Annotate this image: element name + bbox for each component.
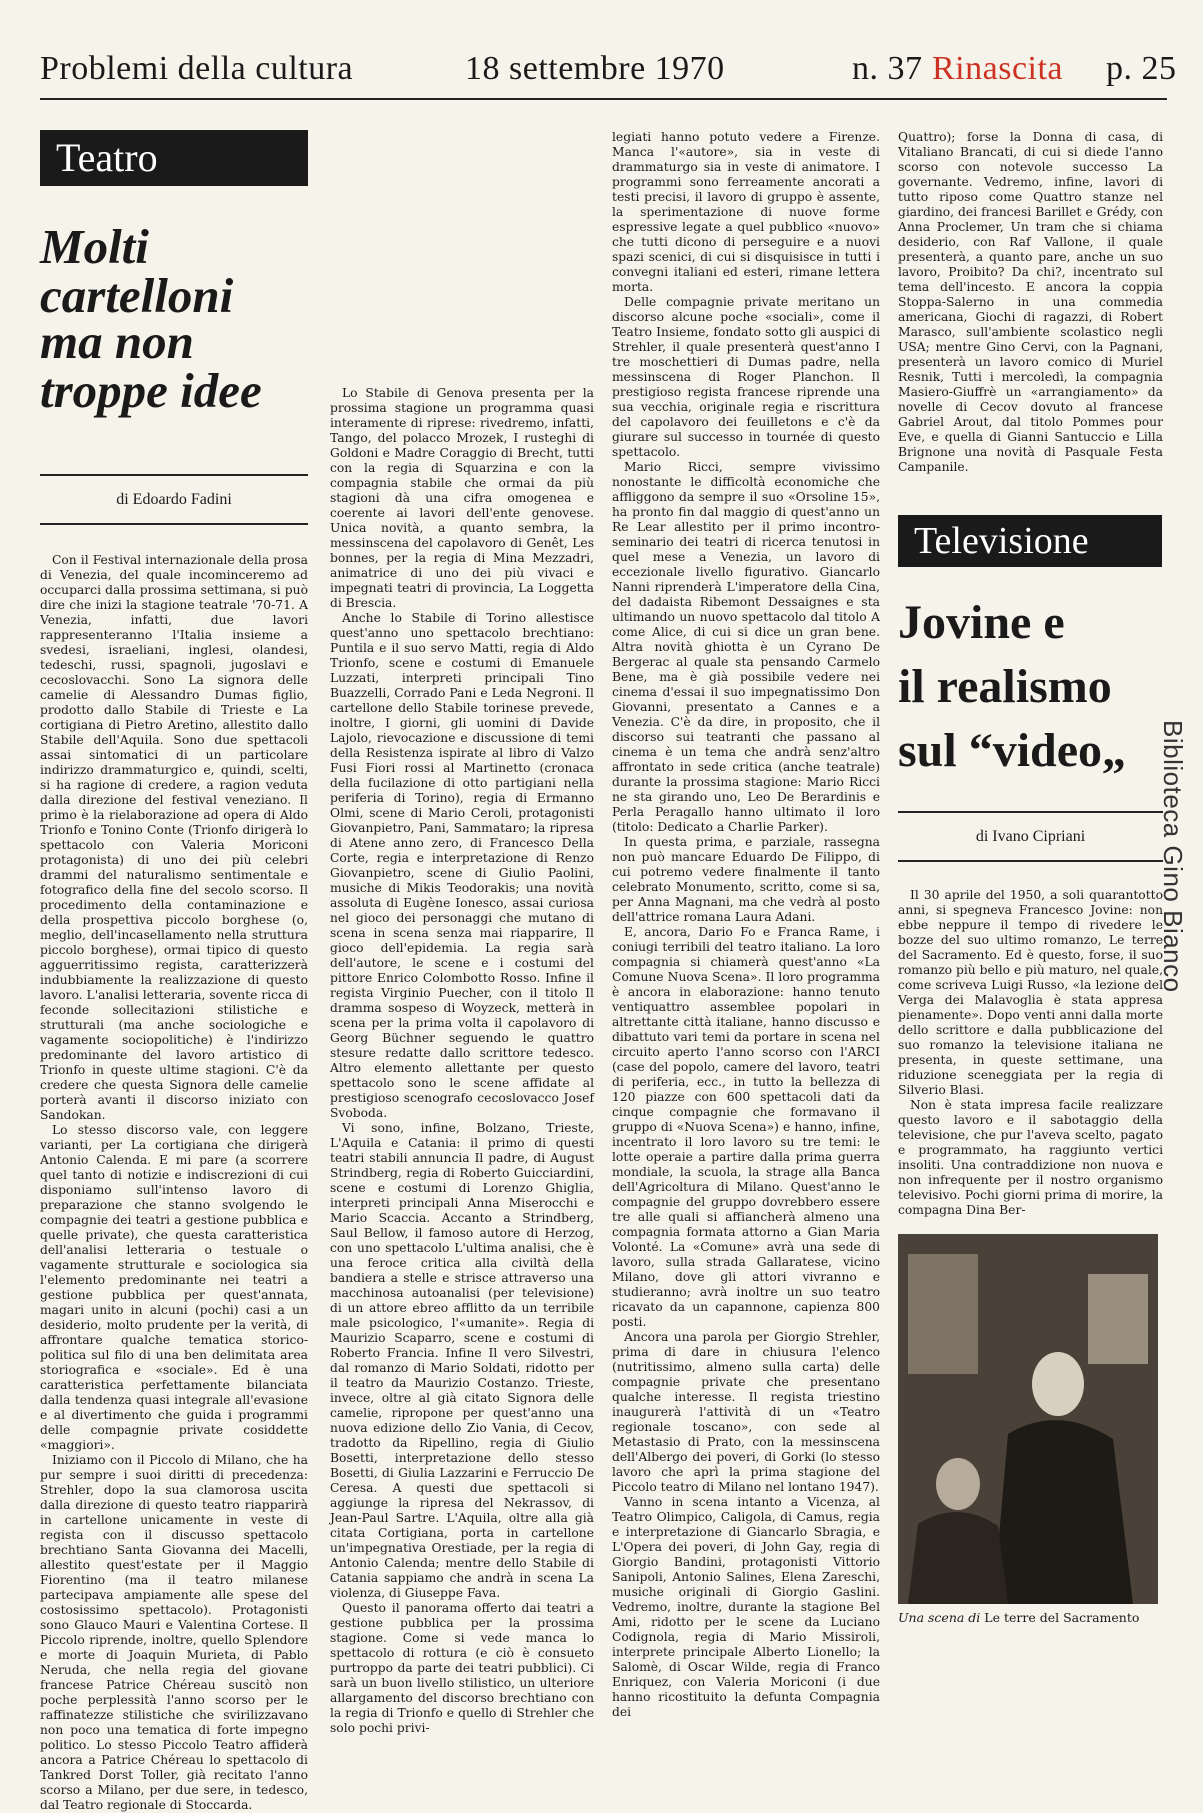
paragraph: legiati hanno potuto vedere a Firenze. Manca l'«autore», sia in veste di drammaturgo sia in veste di animatore. I programmi sono ferreamente ancorati a testi precisi, il lavoro di gruppo è assente, la sperimentazione di nuove forme espressive legate a quel pubblico «nuovo» che tutti dicono di perseguire e a nuovi spazi scenici, di cui si disquisisce in tutti i convegni italiani ed esteri, rimane lettera morta. [612, 130, 880, 294]
paragraph: Questo il panorama offerto dai teatri a gestione pubblica per la prossima stagione. Come si vede manca lo spettacolo di rottura (e ciò è consueto purtroppo da parte dei teatri pubblici). Ci sarà un buon livello stilistico, un ulteriore allargamento del discorso brechtiano con la regia di Trionfo e quello di Strehler che solo pochi privi- [330, 1601, 594, 1735]
paragraph: E, ancora, Dario Fo e Franca Rame, i coniugi terribili del teatro italiano. La loro compagnia si chiamerà quest'anno «La Comune Nuova Scena». Il loro programma è ancora in elaborazione: hanno tenuto ventiquattro assemblee popolari in altrettante città italiane, hanno discusso e dibattuto vari temi da portare in scena nel circuito aperto l'anno scorso con l'ARCI (case del popolo, camere del lavoro, teatri di periferia, ecc., in tutto la bellezza di 120 piazze con 600 spettacoli dati da cinque compagnie che formavano il gruppo di «Nuova Scena») e hanno, infine, incentrato il loro lavoro su tre temi: le lotte operaie a partire dalla prima guerra mondiale, la scuola, la strage alla Banca dell'Agricoltura di Milano. Quest'anno le compagnie del gruppo dovrebbero essere tre alle quali si affiancherà almeno una compagnia formata attorno a Gian Maria Volonté. La «Comune» avrà una sede di lavoro, sulla strada Gallaratese, vicino Milano, dove gli attori vivranno e studieranno; avrà inoltre un suo teatro ricavato da un capannone, capienza 800 posti. [612, 925, 880, 1329]
tv-headline-line-2: il realismo [898, 660, 1112, 713]
tv-headline-line-1: Jovine e [898, 596, 1065, 649]
section-tag-televisione: Televisione [898, 515, 1162, 567]
column-2 [330, 386, 594, 1735]
headline-line-2: ma non troppe idee [40, 314, 262, 418]
issue-number: n. 37 [852, 50, 923, 87]
paragraph: Lo Stabile di Genova presenta per la prossima stagione un programma quasi interamente di riprese: rivedremo, infatti, Tango, del polacco Mrozek, I rusteghi di Goldoni e Madre Coraggio di Brecht, tutti con la regia di Squarzina e con la compagnia stabile che ormai da più stagioni dà una cifra omogenea e coerente ai lavori dell'ente genovese. Unica novità, a quanto sembra, la messinscena del capolavoro di Genêt, Les bonnes, per la regia di Mina Mezzadri, animatrice di uno dei più vivaci e impegnati teatri di provincia, La Loggetta di Brescia. [330, 386, 594, 610]
photo-caption [898, 1610, 1163, 1625]
paragraph: Delle compagnie private meritano un discorso alcune poche «sociali», come il Teatro Insieme, fondato sotto gli auspici di Strehler, il quale presenterà quest'anno I tre moschettieri di Dumas padre, nella messinscena di Roger Planchon. Il prestigioso regista francese riprende una sua vecchia, originale regia e riscrittura del capolavoro dei feuilletons e c'è da giurare sul successo in tournée di questo spettacolo. [612, 295, 880, 459]
paragraph: Mario Ricci, sempre vivissimo nonostante le difficoltà economiche che affliggono da sempre il suo «Orsoline 15», ha pronto fin dal maggio di quest'anno un Re Lear allestito per il primo incontro-seminario dei teatri di ricerca tenutosi in quel mese a Venezia, un lavoro di eccezionale livello figurativo. Giancarlo Nanni riprenderà L'imperatore della Cina, del dadaista Ribemont Dessaignes e sta ultimando un nuovo spettacolo dal titolo A come Alice, di cui si dice un gran bene. Altra novità ghiotta è un Cyrano De Bergerac al quale sta pensando Carmelo Bene, ma è già possibile vedere nei cinema d'essai il suo impegnatissimo Don Giovanni, presentato a Cannes e a Venezia. C'è da dire, in proposito, che il discorso sui teatranti che passano al cinema è un tema che andrà senz'altro affrontato in sede critica (anche teatrale) durante la prossima stagione: Mario Ricci ne sta girando uno, Leo De Berardinis e Perla Peragallo hanno ultimato il loro (titolo: Dedicato a Charlie Parker). [612, 460, 880, 834]
teatro-text-col1 [40, 553, 308, 1813]
paragraph: Con il Festival internazionale della prosa di Venezia, del quale incominceremo ad occuparci dalla prossima settimana, si può dire che inizi la stagione teatrale '70-71. A Venezia, infatti, due lavori rappresenteranno l'Italia insieme a svedesi, israeliani, inglesi, olandesi, tedeschi, russi, spagnoli, jugoslavi e cecoslovacchi. Sono La signora delle camelie di Alessandro Dumas figlio, prodotto dallo Stabile di Trieste e La cortigiana di Pietro Aretino, allestito dallo Stabile dell'Aquila. Sono due spettacoli assai sintomatici di un particolare indirizzo drammaturgico e, quindi, scelti, si ha ragione di credere, a ragion veduta dalla direzione del festival veneziano. Il primo è la rielaborazione ad opera di Aldo Trionfo e Tonino Conte (Trionfo dirigerà lo spettacolo con Valeria Moriconi protagonista) di uno dei più celebri drammi del naturalismo sentimentale e fotografico della fine del secolo scorso. Il procedimento della contaminazione e della prospettiva piccolo borghese (o, meglio, dell'incasellamento nella struttura piccolo borghese), ormai tipico di questo agguerritissimo regista, caratterizzerà indubbiamente la realizzazione di questo lavoro. L'analisi letteraria, sovente ricca di feconde sollecitazioni stilistiche e strutturali (ma anche sociologiche e vagamente sociopolitiche) è l'indirizzo predominante del lavoro artistico di Trionfo in queste ultime stagioni. C'è da credere che questa Signora delle camelie porterà avanti il discorso iniziato con Sandokan. [40, 553, 308, 1122]
televisione-text [898, 888, 1163, 1218]
paragraph: Non è stata impresa facile realizzare questo lavoro e il sabotaggio della televisione, che pur l'aveva scelto, pagato e programmato, ha raggiunto vertici insoliti. Una contraddizione non nuova e non infrequente per il nostro organismo televisivo. Pochi giorni prima di morire, la compagna Dina Ber- [898, 1098, 1163, 1217]
paragraph: Quattro); forse la Donna di casa, di Vitaliano Brancati, di cui si diede l'anno scorso con notevole successo La governante. Vedremo, infine, lavori di tutto riposo come Quattro stanze nel giardino, dei francesi Barillet e Grédy, con Anna Proclemer, Un tram che si chiama desiderio, con Raf Vallone, il quale presenterà, a quanto pare, anche un suo lavoro, Proibito? Da chi?, incentrato sul tema dell'incesto. E ancora la coppia Stoppa-Salerno in una commedia americana, Giochi di ragazzi, di Robert Marasco, sull'ambiente scolastico negli USA; mentre Gino Cervi, con la Pagnani, presenterà un lavoro comico di Muriel Resnik, Tutti i mercoledì, la compagnia Masiero-Giuffrè un «arrangiamento» da novelle di Cecov dovuto al francese Gabriel Arout, dal titolo Pommes pour Eve, e quella di Gianni Santuccio e Lilla Brignone una novità di Pasquale Festa Campanile. [898, 130, 1163, 474]
paragraph: Anche lo Stabile di Torino allestisce quest'anno uno spettacolo brechtiano: Puntila e il suo servo Matti, regia di Aldo Trionfo, scene e costumi di Emanuele Luzzati, interpreti principali Tino Buazzelli, Corrado Pani e Leda Negroni. Il cartellone dello Stabile torinese prevede, inoltre, I giorni, gli uomini di Davide Lajolo, rievocazione e discussione di temi della Resistenza ispirate al libro di Valzo Fusi Fiori rossi al Martinetto (cronaca della fucilazione di otto partigiani nella periferia di Torino), regia di Ermanno Olmi, scene di Mario Ceroli, protagonisti Giovanpietro, Pani, Sammataro; la ripresa di Atene anno zero, di Francesco Della Corte, regia e interpretazione di Renzo Giovanpietro, scene di Giulio Paolini, musiche di Mikis Teodorakis; una novità assoluta di Eugène Ionesco, assai curiosa nel gioco dei personaggi che mutano di scena in scena senza mai riapparire, Il gioco dell'epidemia. La regia sarà dell'autore, le scene e i costumi del pittore Enrico Colombotto Rosso. Infine il regista Virginio Puecher, con il titolo Il dramma sospeso di Woyzeck, metterà in scena per la prima volta il capolavoro di Georg Büchner seguendo le quattro stesure redatte dallo scrittore tedesco. Altro elemento allettante per questo spettacolo sono le scene affidate al prestigioso scenografo cecoslovacco Josef Svoboda. [330, 611, 594, 1120]
library-watermark: Biblioteca Gino Bianco [1158, 720, 1188, 993]
page-number: p. 25 [1106, 50, 1177, 87]
scene-photo-figures [898, 1234, 1158, 1604]
tv-headline-line-3: sul “video„ [898, 724, 1127, 777]
scene-photo [898, 1234, 1158, 1604]
issue-date: 18 settembre 1970 [465, 50, 725, 87]
paragraph: Iniziamo con il Piccolo di Milano, che ha pur sempre i suoi diritti di precedenza: Strehler, dopo la sua clamorosa uscita dalla direzione di questo teatro riapparirà in cartellone unicamente in veste di regista con il discusso spettacolo brechtiano Santa Giovanna dei Macelli, allestito quest'estate per il Maggio Fiorentino (ma il teatro milanese partecipava ampiamente alle spese del costosissimo spettacolo). Protagonisti sono Glauco Mauri e Valentina Cortese. Il Piccolo riprende, inoltre, quello Splendore e morte di Joaquin Murieta, di Pablo Neruda, che nella regia del giovane francese Patrice Chéreau suscitò non poche perplessità l'anno scorso per le raffinatezze stilistiche che svirilizzavano non poco una tematica di forte impegno politico. Lo stesso Piccolo Teatro affiderà ancora a Patrice Chéreau lo spettacolo di Tankred Dorst Toller, già recitato l'anno scorso a Milano, per due sere, in tedesco, dal Teatro regionale di Stoccarda. [40, 1453, 308, 1812]
caption-title: Le terre del Sacramento [984, 1610, 1140, 1625]
paragraph: In questa prima, e parziale, rassegna non può mancare Eduardo De Filippo, di cui potremo vedere finalmente il tanto celebrato Monumento, scritto, come si sa, per Anna Magnani, ma che vedrà al posto dell'attrice romana Laura Adani. [612, 835, 880, 924]
paragraph: Vi sono, infine, Bolzano, Trieste, L'Aquila e Catania: il primo di questi teatri stabili annuncia Il padre, di August Strindberg, regia di Roberto Guicciardini, scene e costumi di Lorenzo Ghiglia, interpreti principali Anna Miserocchi e Mario Scaccia. Accanto a Strindberg, Saul Bellow, il famoso autore di Herzog, con uno spettacolo L'ultima analisi, che è una feroce critica alla civiltà della bandiera a stelle e strisce attraverso una macchinosa autoanalisi (per televisione) di un attore ebreo afflitto da un terribile male psicologico, l'«umanite». Regia di Maurizio Scaparro, scene e costumi di Roberto Francia. Infine Il vero Silvestri, dal romanzo di Mario Soldati, ridotto per il teatro da Maurizio Costanzo. Trieste, invece, oltre al già citato Signora delle camelie, ripropone per quest'anno una nuova edizione dello Zio Vania, di Cecov, tradotto da Ripellino, regia di Giulio Bosetti, interpretazione dello stesso Bosetti, di Giulia Lazzarini e Ferruccio De Ceresa. A questi due spettacoli si aggiunge la ripresa del Nekrassov, di Jean-Paul Sartre. L'Aquila, oltre alla già citata Cortigiana, porta in cartellone un'impegnativa Orestiade, per la regia di Antonio Calenda; mentre dello Stabile di Catania sappiamo che andrà in scena La violenza, di Giuseppe Fava. [330, 1121, 594, 1600]
televisione-headline [898, 596, 1163, 791]
headline-line-1: Molti cartelloni [40, 219, 234, 323]
column-1 [40, 130, 308, 1812]
paragraph: Ancora una parola per Giorgio Strehler, prima di dare in chiusura l'elenco (nutritissimo, almeno sulla carta) delle compagnie private che presentano qualche interesse. Il regista triestino inaugurerà l'attività di un «Teatro regionale toscano», con sede al Metastasio di Prato, con la messinscena dell'Albergo dei poveri, di Gorki (lo stesso lavoro che aprì la prima stagione del Piccolo teatro di Milano nel lontano 1947). [612, 1330, 880, 1494]
paragraph: Lo stesso discorso vale, con leggere varianti, per La cortigiana che dirigerà Antonio Calenda. E mi pare (a scorrere quel tanto di notizie e indiscrezioni di cui disponiamo sull'intenso lavoro di preparazione che stanno svolgendo le compagnie dei teatri a gestione pubblica e quelle private), che questa caratteristica dell'analisi letteraria o testuale o vagamente strutturale e sociologica sia l'elemento predominante nei teatri a gestione pubblica per quest'annata, magari unito in alcuni (pochi) casi a un desiderio, molto prudente per la verità, di affrontare qualche tematica storico-politica sul filo di una ben delimitata area storiografica e «sociale». Ed è una caratteristica perfettamente bilanciata dalla tendenza quasi integrale all'evasione e al divertimento che guida i programmi delle compagnie private cosiddette «maggiori». [40, 1123, 308, 1452]
section-title: Problemi della cultura [40, 50, 354, 87]
column-3 [612, 130, 880, 1719]
section-tag-teatro: Teatro [40, 130, 308, 186]
column-4 [898, 130, 1163, 1690]
page-header [40, 50, 1177, 100]
televisione-byline: di Ivano Cipriani [898, 811, 1163, 862]
paragraph: Vanno in scena intanto a Vicenza, al Teatro Olimpico, Caligola, di Camus, regia e interpretazione di Giancarlo Sbragia, e L'Opera dei poveri, di John Gay, regia di Giorgio Bandini, protagonisti Vittorio Sanipoli, Antonio Salines, Elena Zareschi, musiche originali di Giorgio Gaslini. Vedremo, inoltre, durante la stagione Bel Ami, ridotto per le scene da Luciano Codignola, regia di Mario Missiroli, interprete principale Alberto Lionello; la Salomè, di Oscar Wilde, regia di Franco Enriquez, con Valeria Moriconi (i due hanno ricostituito la defunta Compagnia dei [612, 1495, 880, 1719]
teatro-headline [40, 219, 308, 418]
paragraph: Il 30 aprile del 1950, a soli quarantotto anni, si spegneva Francesco Jovine: non ebbe neppure il tempo di rivedere le bozze del suo ultimo romanzo, Le terre del Sacramento. Ed è questo, forse, il suo romanzo più bello e più maturo, nel quale, come scriveva Luigi Russo, «la lezione del Verga dei Malavoglia è stata appresa pienamente». Dopo venti anni dalla morte dello scrittore e dalla pubblicazione del suo romanzo la televisione italiana ne presenta, in queste settimane, una riduzione sceneggiata per la regia di Silverio Blasi. [898, 888, 1163, 1097]
caption-italic: Una scena di [898, 1610, 981, 1625]
teatro-byline: di Edoardo Fadini [40, 474, 308, 525]
magazine-name: Rinascita [932, 50, 1064, 87]
